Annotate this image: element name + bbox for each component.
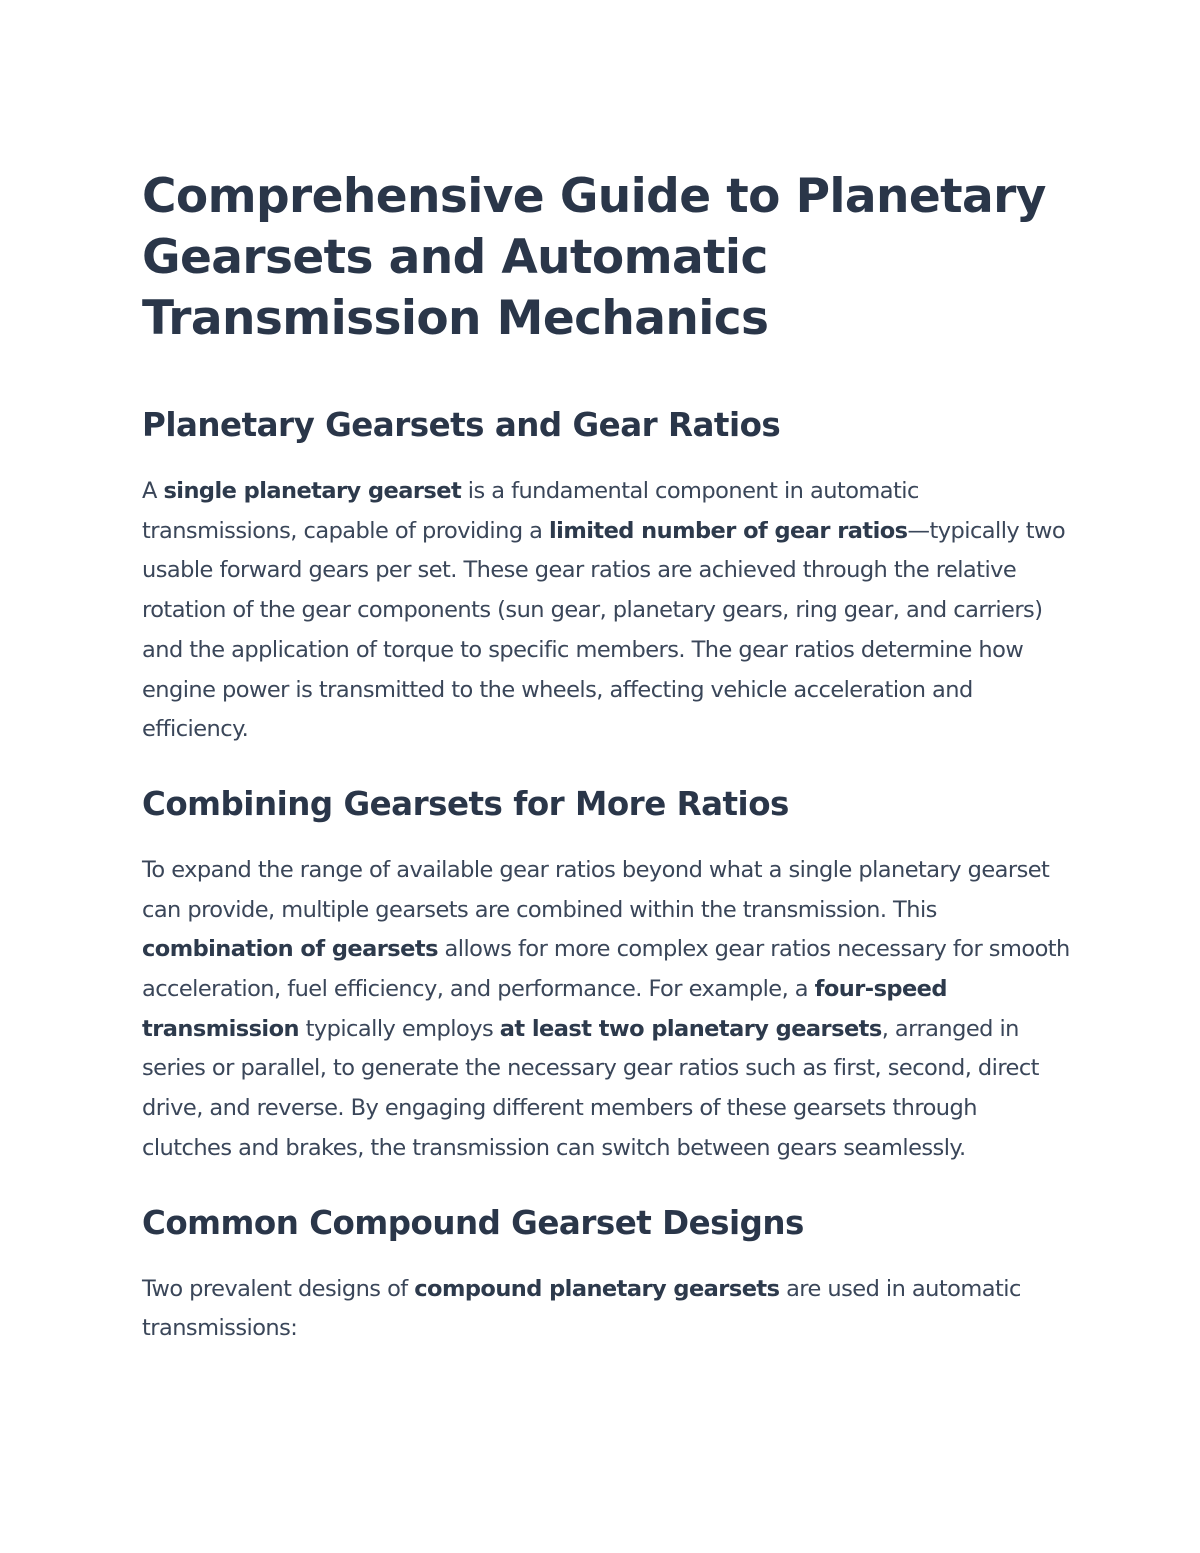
bold-term: at least two planetary gearsets xyxy=(499,1015,882,1042)
section-paragraph-compound-designs: Two prevalent designs of compound planetary gearsets are used in automatic transmissions: xyxy=(142,1275,1021,1342)
bold-term: four-speed transmission xyxy=(142,976,947,1042)
document-title: Comprehensive Guide to Planetary Gearsets and Automatic Transmission Mechanics xyxy=(142,169,1046,346)
bold-term: compound planetary gearsets xyxy=(414,1275,780,1302)
section-heading-gear-ratios: Planetary Gearsets and Gear Ratios xyxy=(142,406,781,444)
section-paragraph-combining-gearsets: To expand the range of available gear ratios beyond what a single planetary gearset can provide, multiple gearsets are combined within the transmission. This combination of gearsets allows for more complex gear ratios necessary for smooth acceleration, fuel efficiency, and performance. For example, a four-speed transmission typically employs at least two planetary gearsets, arranged in series or parallel, to generate the necessary gear ratios such as first, second, direct drive, and reverse. By engaging different members of these gearsets through clutches and brakes, the transmission can switch between gears seamlessly. xyxy=(142,856,1070,1161)
section-heading-combining-gearsets: Combining Gearsets for More Ratios xyxy=(142,784,789,823)
section-paragraph-gear-ratios: A single planetary gearset is a fundamental component in automatic transmissions, capable of providing a limited number of gear ratios—typically two usable forward gears per set. These gear ratios are achieved through the relative rotation of the gear components (sun gear, planetary gears, ring gear, and carriers) and the application of torque to specific members. The gear ratios determine how engine power is transmitted to the wheels, affecting vehicle acceleration and efficiency. xyxy=(142,478,1066,743)
section-heading-compound-designs: Common Compound Gearset Designs xyxy=(142,1203,804,1242)
bold-term: limited number of gear ratios xyxy=(549,517,908,544)
document-page xyxy=(142,166,1072,1349)
bold-term: combination of gearsets xyxy=(142,936,438,963)
bold-term: single planetary gearset xyxy=(163,478,462,504)
